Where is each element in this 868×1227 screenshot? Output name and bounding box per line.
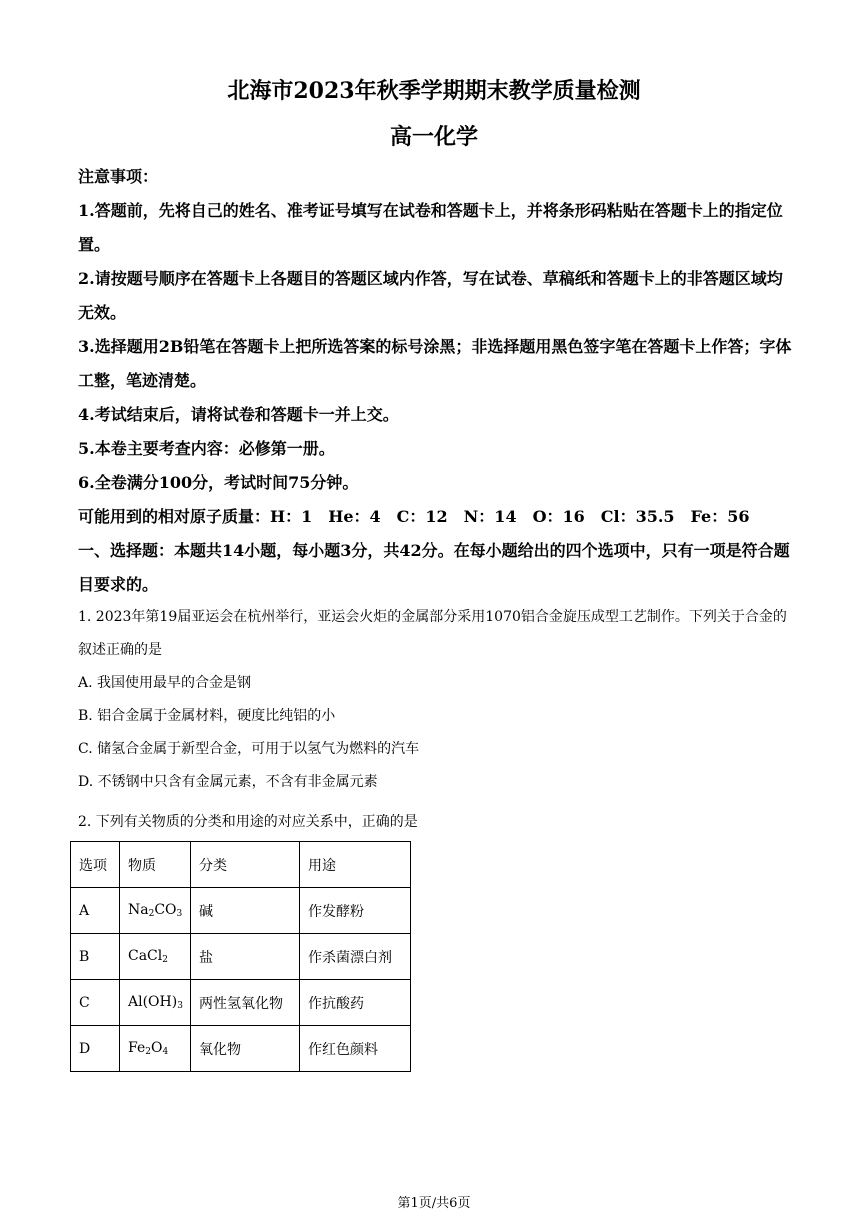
question-1-option-d: D. 不锈钢中只含有金属元素，不含有非金属元素 (78, 774, 378, 790)
row-use: 作发酵粉 (300, 888, 411, 934)
row-option: D (71, 1026, 120, 1072)
header-substance: 物质 (120, 842, 191, 888)
notice-item-3: 3.选择题用2B铅笔在答题卡上把所选答案的标号涂黑；非选择题用黑色签字笔在答题卡上作答；字体工整，笔迹清楚。 (78, 337, 792, 390)
table-row (71, 934, 411, 980)
header-category: 分类 (191, 842, 300, 888)
row-substance: CaCl$_2$ (120, 934, 191, 980)
row-category: 盐 (191, 934, 300, 980)
question-1-option-a: A. 我国使用最早的合金是钢 (78, 675, 252, 691)
notice-item-2: 2.请按题号顺序在答题卡上各题目的答题区域内作答，写在试卷、草稿纸和答题卡上的非答题区域均无效。 (78, 269, 783, 322)
row-use: 作红色颜料 (300, 1026, 411, 1072)
row-substance: $Na_2CO_3$ (120, 888, 191, 934)
notice-item-4: 4.考试结束后，请将试卷和答题卡一并上交。 (78, 405, 399, 424)
exam-title: 北海市2023年秋季学期期末教学质量检测 (227, 78, 641, 104)
question-2-table (70, 841, 411, 1072)
row-use: 作抗酸药 (300, 980, 411, 1026)
question-2-stem: 2. 下列有关物质的分类和用途的对应关系中，正确的是 (78, 814, 418, 830)
row-use: 作杀菌漂白剂 (300, 934, 411, 980)
question-1-option-c: C. 储氢合金属于新型合金，可用于以氢气为燃料的汽车 (78, 741, 420, 757)
notice-item-1: 1.答题前，先将自己的姓名、准考证号填写在试卷和答题卡上，并将条形码粘贴在答题卡上的指定位置。 (78, 201, 783, 254)
header-use: 用途 (300, 842, 411, 888)
table-header-row (71, 842, 411, 888)
row-category: 碱 (191, 888, 300, 934)
question-1-option-b: B. 铝合金属于金属材料，硬度比纯铝的小 (78, 708, 336, 724)
header-option: 选项 (71, 842, 120, 888)
row-category: 氧化物 (191, 1026, 300, 1072)
row-option: B (71, 934, 120, 980)
notice-item-5: 5.本卷主要考查内容：必修第一册。 (78, 439, 335, 458)
row-option: A (71, 888, 120, 934)
row-category: 两性氢氧化物 (191, 980, 300, 1026)
page-number: 第1页/共6页 (397, 1196, 471, 1211)
row-option: C (71, 980, 120, 1026)
row-substance: $Fe_2O_4$ (120, 1026, 191, 1072)
notice-list (78, 194, 798, 602)
table-row (71, 888, 411, 934)
exam-subject: 高一化学 (389, 124, 478, 150)
notice-item-6: 6.全卷满分100分，考试时间75分钟。 (78, 473, 359, 492)
table-row (71, 1026, 411, 1072)
section-title: 一、选择题：本题共14小题，每小题3分，共42分。在每小题给出的四个选项中，只有一项是符合题目要求的。 (78, 541, 790, 594)
question-1-stem: 1. 2023年第19届亚运会在杭州举行，亚运会火炬的金属部分采用1070铝合金旋压成型工艺制作。下列关于合金的叙述正确的是 (78, 609, 787, 658)
table-row (71, 980, 411, 1026)
notice-heading: 注意事项： (78, 167, 159, 186)
atomic-masses: 可能用到的相对原子质量：H：1 He：4 C：12 N：14 O：16 Cl：35.5 Fe：56 (78, 507, 750, 526)
row-substance: $Al(OH)_3$ (120, 980, 191, 1026)
question-1 (78, 601, 798, 799)
